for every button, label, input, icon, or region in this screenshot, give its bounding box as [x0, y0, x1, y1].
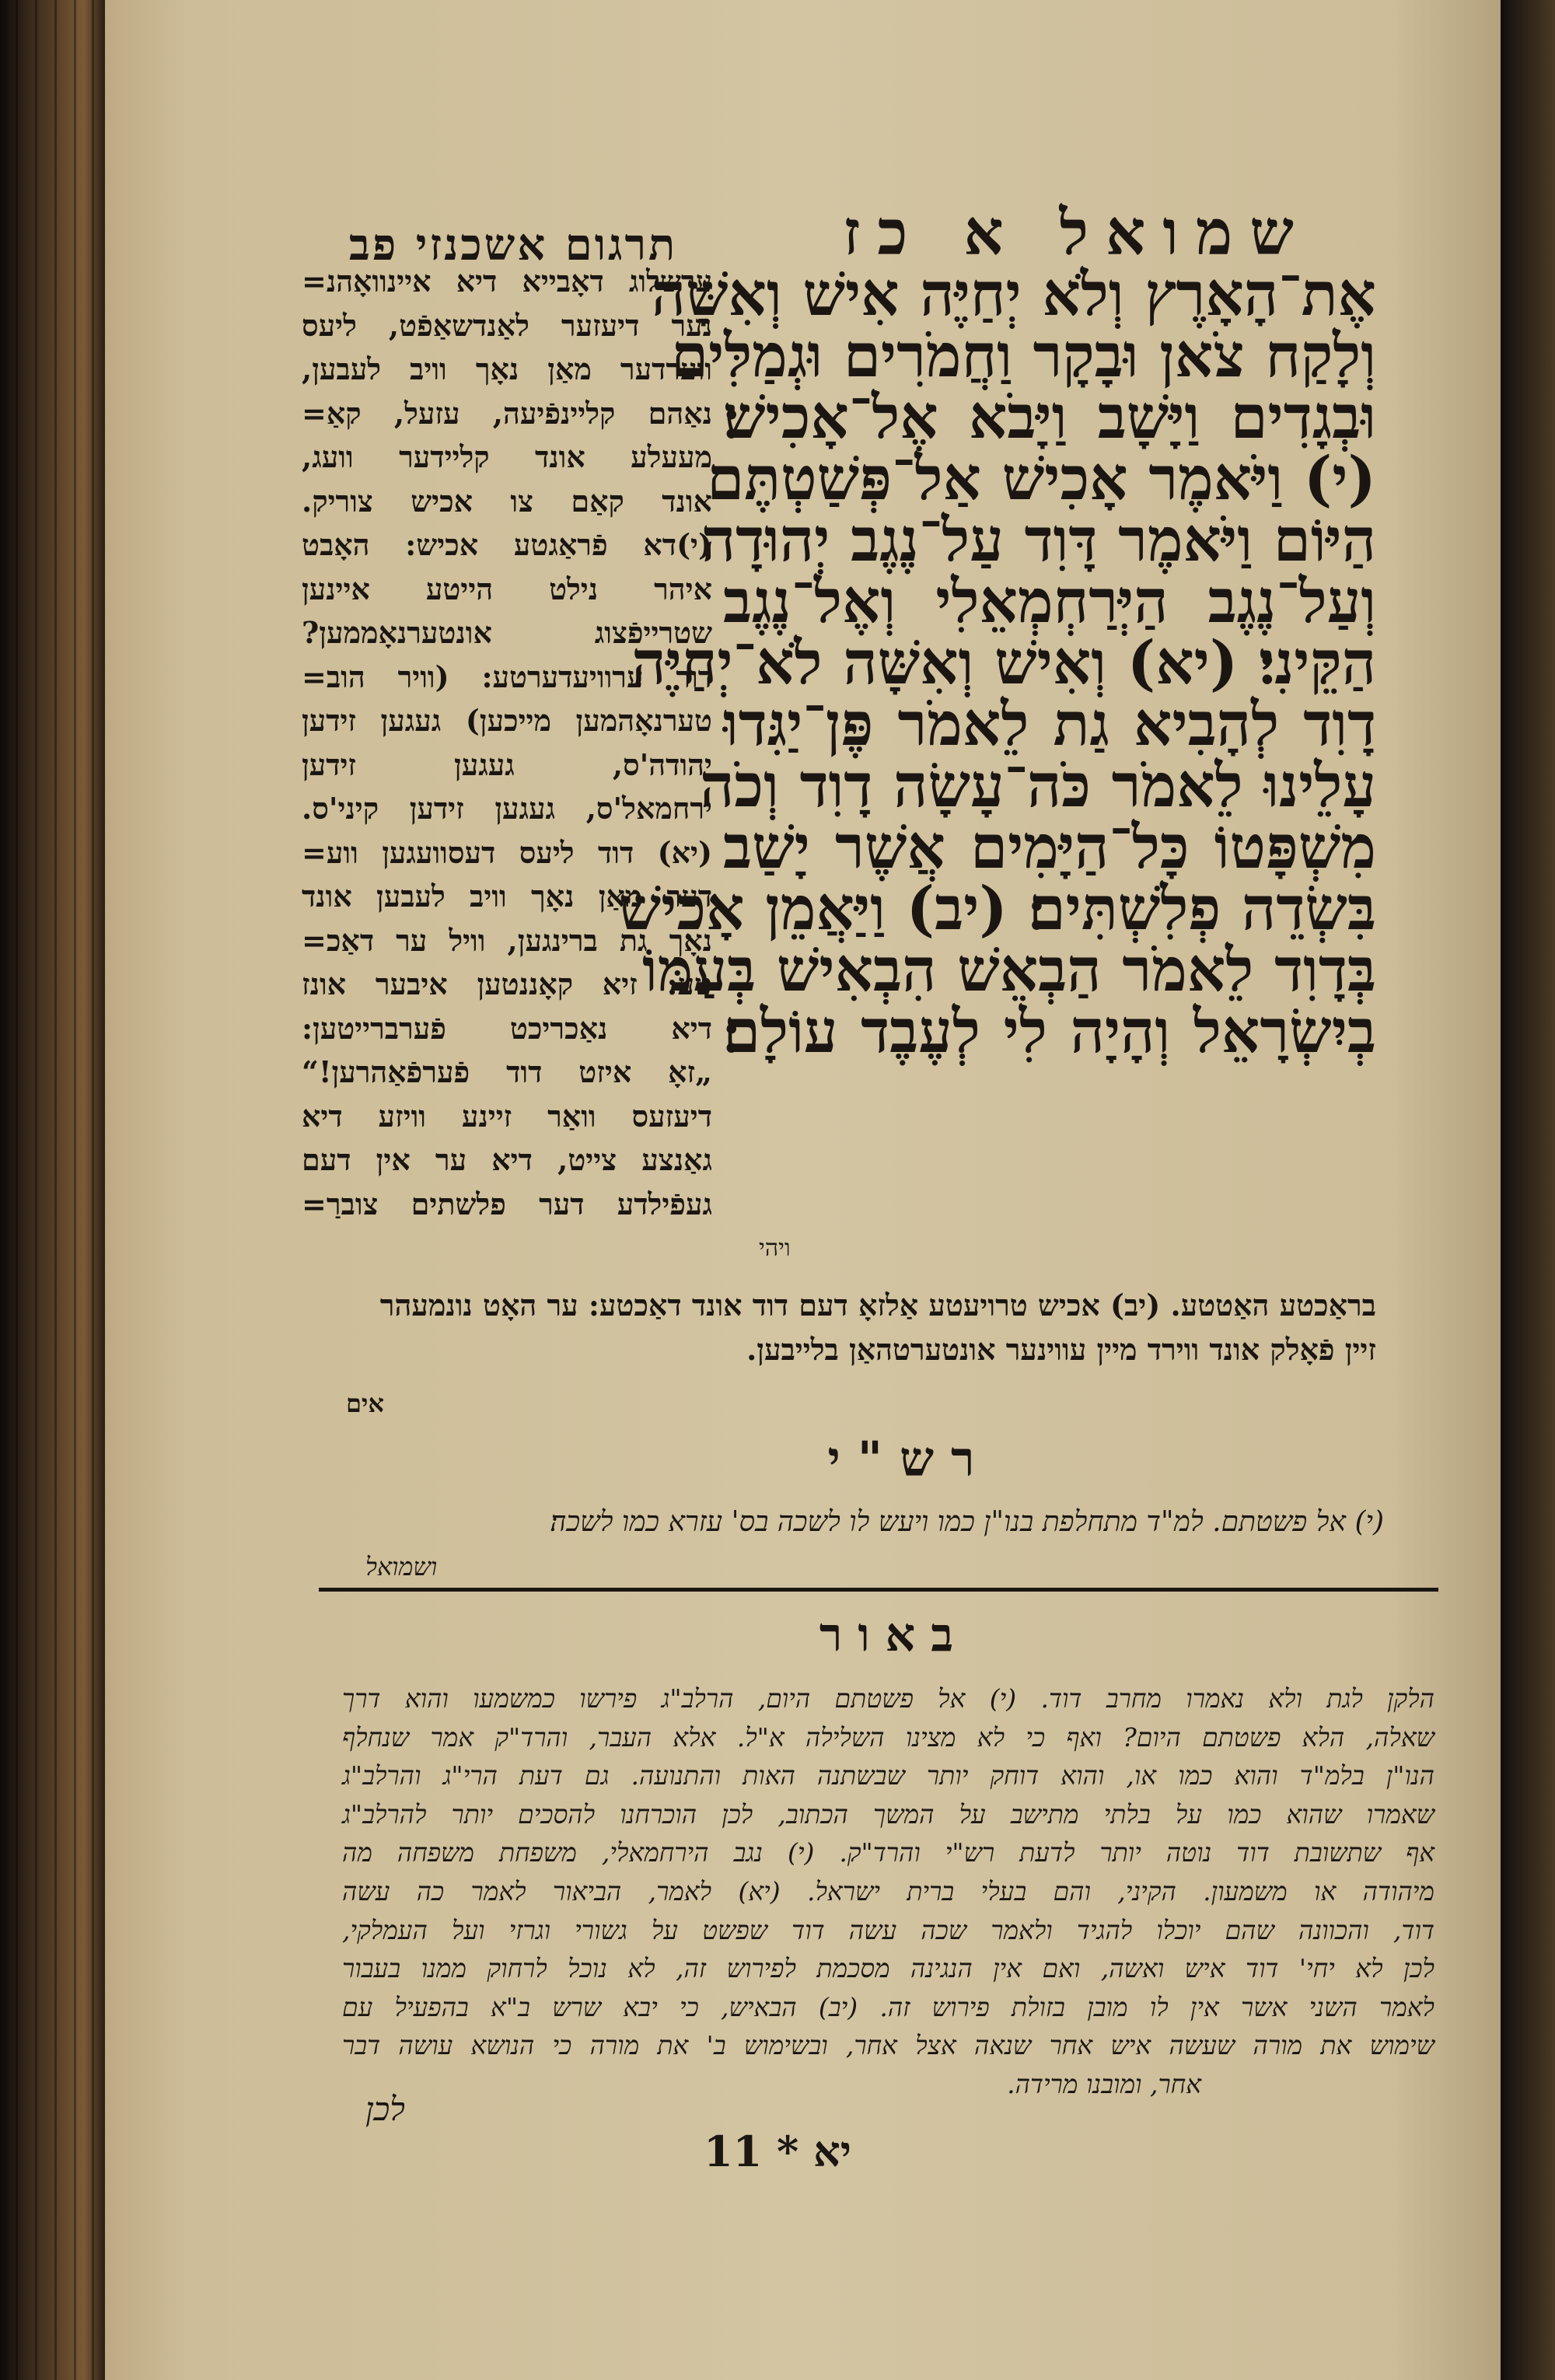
main-text-line: הַיּוֹם וַיֹּאמֶר דָּוִד עַל־נֶגֶב יְהוּדָה [701, 505, 1376, 575]
biur-heading: באור [819, 1608, 970, 1662]
main-text-line: וְעַל־נֶגֶב הַיְּרַחְמְאֵלִי וְאֶל־נֶגֶב [723, 567, 1376, 637]
main-text-line: בְּדָוִד לֵאמֹר הַבְאֵשׁ הִבְאִישׁ בְּעַמּוֹ [642, 935, 1376, 1005]
main-text-line: בִּשְׂדֵה פְלִשְׁתִּים׃ (יב) וַיַּאֲמֵן אָכִישׁ [618, 874, 1376, 944]
biur-line: לאמר השני אשר אין לו מובן בזולת פירוש זה. (יב) הבאיש, כי יבא שרש ב"א בהפעיל עם [342, 1991, 1434, 2022]
adjacent-page-edge [1501, 0, 1555, 2380]
rashi-heading: רש"י [827, 1431, 992, 1487]
main-catchword: ויהי [759, 1235, 791, 1262]
main-text-line: וּבְגָדִים וַיָּשָׁב וַיָּבֹא אֶל־אָכִישׁ׃ [723, 383, 1376, 453]
main-text-line: מִשְׁפָּטוֹ כָּל־הַיָּמִים אֲשֶׁר יָשַׁב [723, 813, 1376, 882]
targum-line: דור ערוויעדערטע: (וויר הוב= [302, 659, 712, 694]
targum-cont-line: בראַכטע האַטטע. (יב) אכיש טרויעטע אַלזאָ דעם דוד אונד דאַכטע: ער האָט נונמעהר [379, 1288, 1376, 1323]
targum-running-header: תרגום אשכנזי פב [348, 219, 678, 271]
main-hebrew-text [618, 260, 1376, 1067]
targum-catchword: אים [346, 1389, 384, 1418]
targum-line: דער מאַן נאָך וויב לעבען אונד [302, 879, 712, 914]
biur-line: הלקן לגת ולא נאמרו מחרב דוד. (י) אל פשטתם היום, הרלב"ג פירשו כמשמעו והוא דרך [342, 1683, 1434, 1714]
targum-line: ווערדער מאַן נאָך וויב לעבען, [302, 351, 712, 386]
rashi-commentary [342, 1501, 1384, 1544]
biur-line: שאלה, הלא פשטתם היום? ואף כי לא מצינו השלילה א"ל. אלא העבר, והרד"ק אמר שנחלף [342, 1721, 1434, 1753]
biur-line: מיהודה או משמעון. הקיני, והם בעלי ברית ישראל. (יא) לאמר, הביאור לאמר כה עשה [342, 1875, 1434, 1906]
targum-line: מעעלע אונד קליידער וועג, [302, 439, 712, 474]
biur-line: שאמרו שהוא כמו על בלתי מתישב על המשך הכתוב, לכן הוכרחנו להסכים יותר להרלב"ג [342, 1798, 1434, 1830]
targum-line: (יא) דוד ליעס דעסוועגען ווע= [302, 834, 712, 870]
main-text-line: בְיִשְׂרָאֵל וְהָיָה לִי לְעֶבֶד עוֹלָם׃ [723, 997, 1376, 1067]
section-divider [319, 1588, 1438, 1592]
targum-line: דיעזעס וואַר זיינע וויזע דיא [302, 1098, 712, 1134]
targum-line: גאַנצע צייט, דיא ער אין דעם [302, 1142, 712, 1177]
targum-line: נאָך גת ברינגען, וויל ער דאַכ= [302, 922, 712, 958]
page-catchword: לכן [365, 2090, 405, 2128]
biur-commentary [342, 1679, 1434, 2104]
targum-line: שטרייפֿצוג אונטערנאָממען? [302, 615, 712, 650]
biur-line: לכן לא יחי' דוד איש ואשה, ואם אין הנגינה מסכמת לפירוש זה, לא נוכל לרחוק ממנו בעבור [342, 1953, 1434, 1984]
targum-line: (י)דא פֿראַגטע אכיש: האָבט [302, 527, 712, 562]
main-text-line: דָוִד לְהָבִיא גַת לֵאמֹר פֶּן־יַגִּדוּ [723, 690, 1376, 760]
targum-line: געפֿילדע דער פלשתים צוברַ= [302, 1186, 712, 1221]
targum-line: נאַהם קליינפֿיעה, עזעל, קאַ= [302, 395, 712, 431]
biur-line: אחר, ומובנו מרידה. [1007, 2068, 1201, 2099]
main-running-header: שמואל א כז [843, 196, 1311, 269]
biur-line: שימוש את מורה שעשה איש אחר שנאה אצל אחר, ובשימוש ב' את מורה כי הנושא עושה דבר [342, 2030, 1434, 2061]
targum-line: טערנאָהמען מייכען) געגען זידען [302, 703, 712, 738]
main-text-line: וְלָקַח צֹאן וּבָקָר וַחֲמֹרִים וּגְמַלִּים [671, 321, 1376, 391]
targum-line: ירחמאל'ס, געגען זידען קיני'ס. [302, 791, 712, 826]
page-number: יא * 11 [704, 2127, 851, 2176]
biur-line: אף שתשובת דוד נוטה יותר לדעת רש"י והרד"ק. (י) נגב הירחמאלי, משפחת משפחה מה [342, 1837, 1434, 1868]
targum-line: ערשלוג דאָבייא דיא איינוואָהנ= [302, 264, 712, 299]
biur-line: הנו"ן בלמ"ד והוא כמו או, והוא דוחק יותר שבשתנה האות והתנועה. גם דעת הרי"ג והרלב"ג [342, 1760, 1434, 1791]
main-text-line: הַקֵּינִי׃ (יא) וְאִישׁ וְאִשָּׁה לֹא־יְחַיֶּה [631, 628, 1376, 698]
targum-line: יהודה'ס, געגען זידען [302, 746, 712, 782]
targum-line: אונד קאַם צו אכיש צוריק. [302, 483, 712, 519]
rashi-catchword: ושמואל [365, 1552, 438, 1581]
targum-line: „זאָ איזט דוד פֿערפֿאַהרען!“ [302, 1054, 712, 1089]
rashi-line: (י) אל פשטתם. למ"ד מתחלפת בנו"ן כמו ויעש לו לשכה בס' עזרא כמו לשכה׃ [550, 1506, 1384, 1538]
targum-cont-line: זיין פֿאָלק אונד ווירד מיין עווינער אונטערטהאַן בלייבען. [746, 1332, 1376, 1367]
main-text-line: אֶת־הָאָרֶץ וְלֹא יְחַיֶּה אִישׁ וְאִשָּׁה [651, 260, 1376, 330]
targum-line: טע: זיא קאָננטען איבער אונז [302, 966, 712, 1001]
main-text-line: (י) וַיֹּאמֶר אָכִישׁ אַל־פְּשַׁטְתֶּם [707, 444, 1376, 514]
targum-line: דיא נאַכריכט פֿערברייטען: [302, 1010, 712, 1046]
targum-continuation [303, 1283, 1376, 1372]
targum-column [302, 260, 712, 1226]
book-spine [0, 0, 105, 2380]
biur-line: דוד, והכוונה שהם יוכלו להגיד ולאמר שכה עשה דוד שפשט על גשורי וגרזי ועל העמלקי, [342, 1914, 1434, 1945]
targum-line: איהר נילט הייטע איינען [302, 571, 712, 606]
targum-line: נער דיעזער לאַנדשאַפֿט, ליעס [302, 307, 712, 343]
main-text-line: עָלֵינוּ לֵאמֹר כֹּה־עָשָׂה דָוִד וְכֹה [700, 751, 1376, 821]
